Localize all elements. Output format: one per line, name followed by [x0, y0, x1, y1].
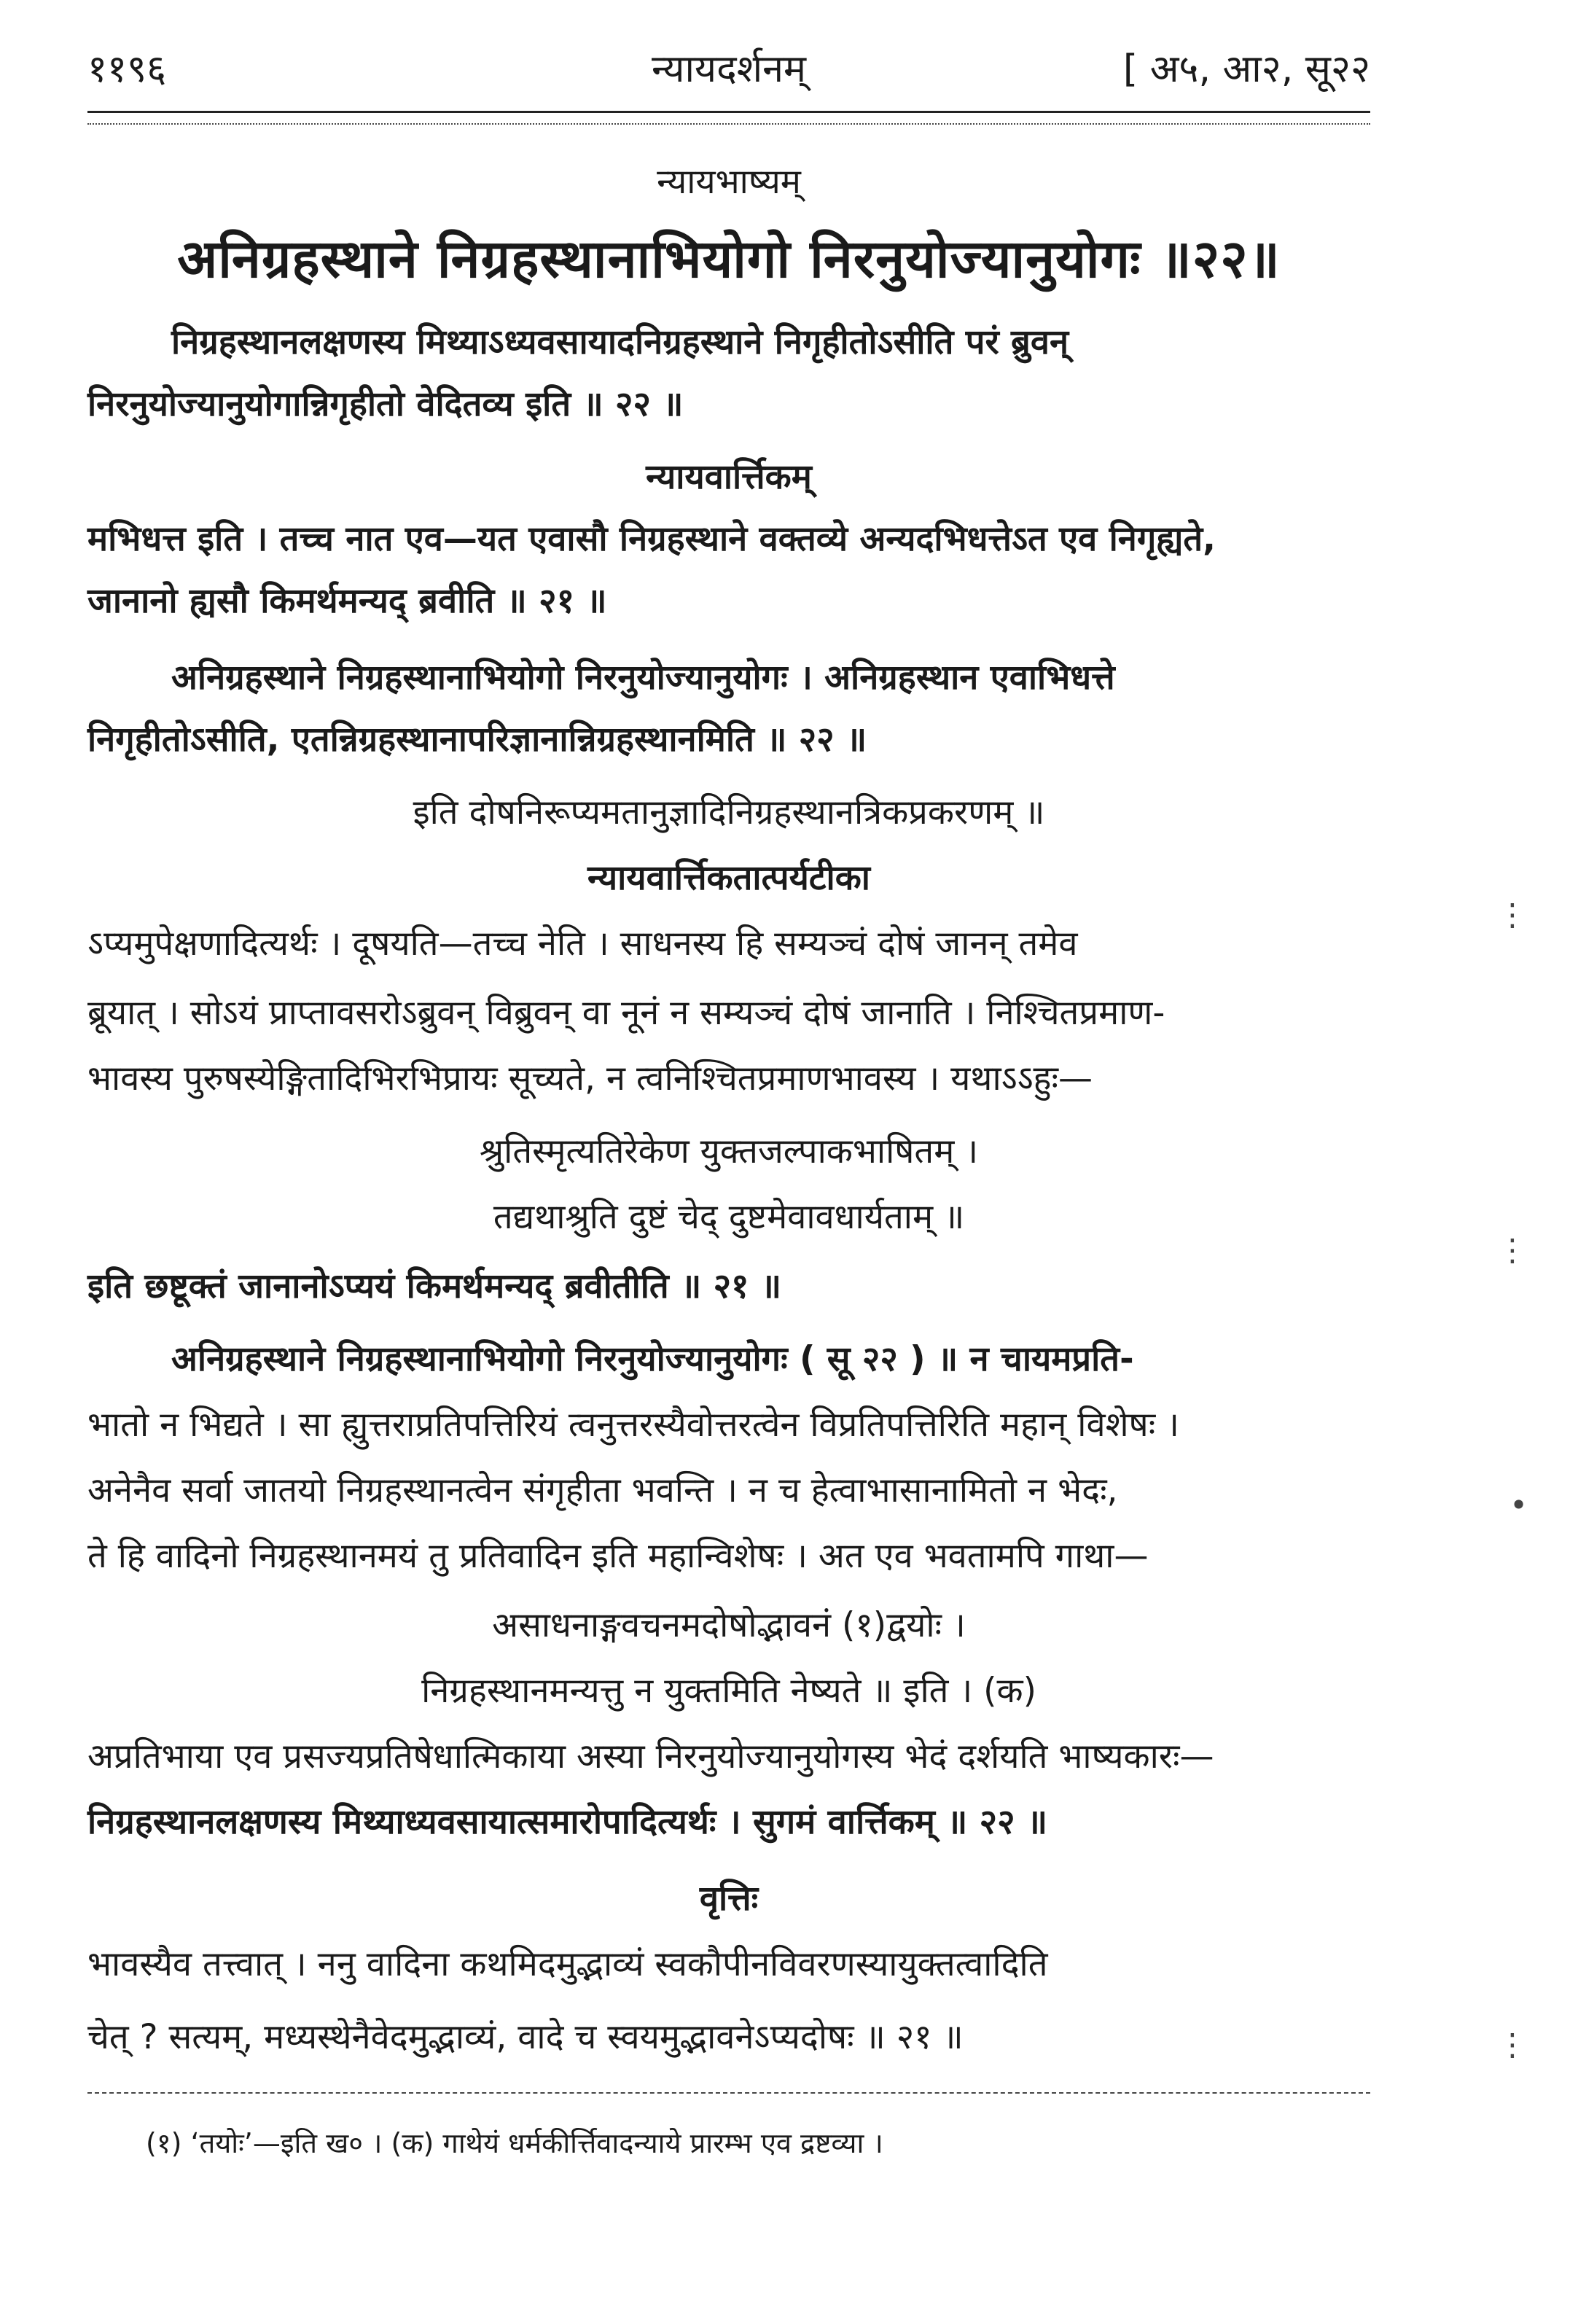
tika-heading: न्यायवार्त्तिकतात्पर्यटीका: [587, 858, 870, 898]
vartika-line-4: निगृहीतोऽसीति, एतन्निग्रहस्थानापरिज्ञानान्निग्रहस्थानमिति ॥ २२ ॥: [87, 720, 867, 760]
vritti-heading: वृत्तिः: [699, 1879, 759, 1919]
margin-mark: ⋮: [1497, 897, 1528, 932]
tika-line-2: ब्रूयात् । सोऽयं प्राप्तावसरोऽब्रुवन् विब्रुवन् वा नूनं न सम्यञ्चं दोषं जानाति । निश्चितप्रमाण-: [87, 993, 1165, 1033]
tika-line-8: ते हि वादिनो निग्रहस्थानमयं तु प्रतिवादिन इति महान्विशेषः । अत एव भवतामपि गाथा—: [87, 1536, 1149, 1576]
verse-2-line-2: निग्रहस्थानमन्यत्तु न युक्तमिति नेष्यते ॥ इति । (क): [421, 1671, 1036, 1711]
page-header: [87, 36, 1370, 102]
bhashya-heading: न्यायभाष्यम्: [657, 162, 801, 202]
footnote: (१) ‘तयोः’—इति ख० । (क) गाथेयं धर्मकीर्त्तिवादन्याये प्रारम्भ एव द्रष्टव्या ।: [146, 2127, 883, 2159]
margin-mark: ⋮: [1497, 2027, 1528, 2062]
vritti-line-2: चेत् ? सत्यम्, मध्यस्थेनैवेदमुद्भाव्यं, वादे च स्वयमुद्भावनेऽप्यदोषः ॥ २१ ॥: [87, 2017, 964, 2057]
prakarana-colophon: इति दोषनिरूप्यमतानुज्ञादिनिग्रहस्थानत्रिकप्रकरणम् ॥: [413, 792, 1045, 832]
vartika-line-2: जानानो ह्यसौ किमर्थमन्यद् ब्रवीति ॥ २१ ॥: [87, 581, 607, 621]
bhashya-line-2: निरनुयोज्यानुयोगान्निगृहीतो वेदितव्य इति ॥ २२ ॥: [87, 384, 684, 424]
page-number: ११९६: [87, 47, 167, 91]
margin-mark: •: [1509, 1487, 1528, 1523]
vartika-heading: न्यायवार्त्तिकम्: [646, 457, 812, 497]
margin-mark: ⋮: [1497, 1232, 1528, 1268]
tika-line-10: निग्रहस्थानलक्षणस्य मिथ्याध्यवसायात्समारोपादित्यर्थः । सुगमं वार्त्तिकम् ॥ २२ ॥: [87, 1802, 1048, 1842]
vartika-line-3: अनिग्रहस्थाने निग्रहस्थानाभियोगो निरनुयोज्यानुयोगः । अनिग्रहस्थान एवाभिधत्ते: [171, 658, 1115, 698]
vritti-line-1: भावस्यैव तत्त्वात् । ननु वादिना कथमिदमुद्भाव्यं स्वकौपीनविवरणस्यायुक्तत्वादिति: [87, 1944, 1048, 1984]
verse-1-line-1: श्रुतिस्मृत्यतिरेकेण युक्तजल्पाकभाषितम् ।: [479, 1131, 979, 1171]
section-reference: [ अ५, आ२, सू२२: [1122, 47, 1370, 91]
vartika-line-1: मभिधत्त इति । तच्च नात एव—यत एवासौ निग्रहस्थाने वक्तव्ये अन्यदभिधत्तेऽत एव निगृह्यते,: [87, 519, 1216, 559]
running-title: न्यायदर्शनम्: [651, 47, 807, 91]
tika-line-4: इति छष्टूक्तं जानानोऽप्ययं किमर्थमन्यद् ब्रवीतीति ॥ २१ ॥: [87, 1266, 781, 1306]
header-rule: [87, 111, 1370, 125]
tika-line-3: भावस्य पुरुषस्येङ्गितादिभिरभिप्रायः सूच्यते, न त्वनिश्चितप्रमाणभावस्य । यथाऽऽहुः—: [87, 1058, 1093, 1099]
footnote-rule: [87, 2092, 1370, 2094]
tika-line-6: भातो न भिद्यते । सा ह्युत्तराप्रतिपत्तिरियं त्वनुत्तरस्यैवोत्तरत्वेन विप्रतिपत्तिरिति महान् विशेषः ।: [87, 1405, 1179, 1445]
bhashya-line-1: निग्रहस्थानलक्षणस्य मिथ्याऽध्यवसायादनिग्रहस्थाने निगृहीतोऽसीति परं ब्रुवन्: [171, 322, 1069, 362]
sutra-22: अनिग्रहस्थाने निग्रहस्थानाभियोगो निरनुयोज्यानुयोगः ॥२२॥: [177, 228, 1281, 289]
verse-2-line-1: असाधनाङ्गवचनमदोषोद्भावनं (१)द्वयोः ।: [492, 1605, 966, 1645]
verse-1-line-2: तद्यथाश्रुति दुष्टं चेद् दुष्टमेवावधार्यताम् ॥: [493, 1197, 965, 1237]
tika-line-7: अनेनैव सर्वा जातयो निग्रहस्थानत्वेन संगृहीता भवन्ति । न च हेत्वाभासानामितो न भेदः,: [87, 1470, 1118, 1510]
tika-line-5: अनिग्रहस्थाने निग्रहस्थानाभियोगो निरनुयोज्यानुयोगः ( सू २२ ) ॥ न चायमप्रति-: [171, 1339, 1134, 1379]
tika-line-1: ऽप्यमुपेक्षणादित्यर्थः । दूषयति—तच्च नेति । साधनस्य हि सम्यञ्चं दोषं जानन् तमेव: [87, 924, 1078, 964]
tika-line-9: अप्रतिभाया एव प्रसज्यप्रतिषेधात्मिकाया अस्या निरनुयोज्यानुयोगस्य भेदं दर्शयति भाष्यकारः—: [87, 1736, 1214, 1777]
